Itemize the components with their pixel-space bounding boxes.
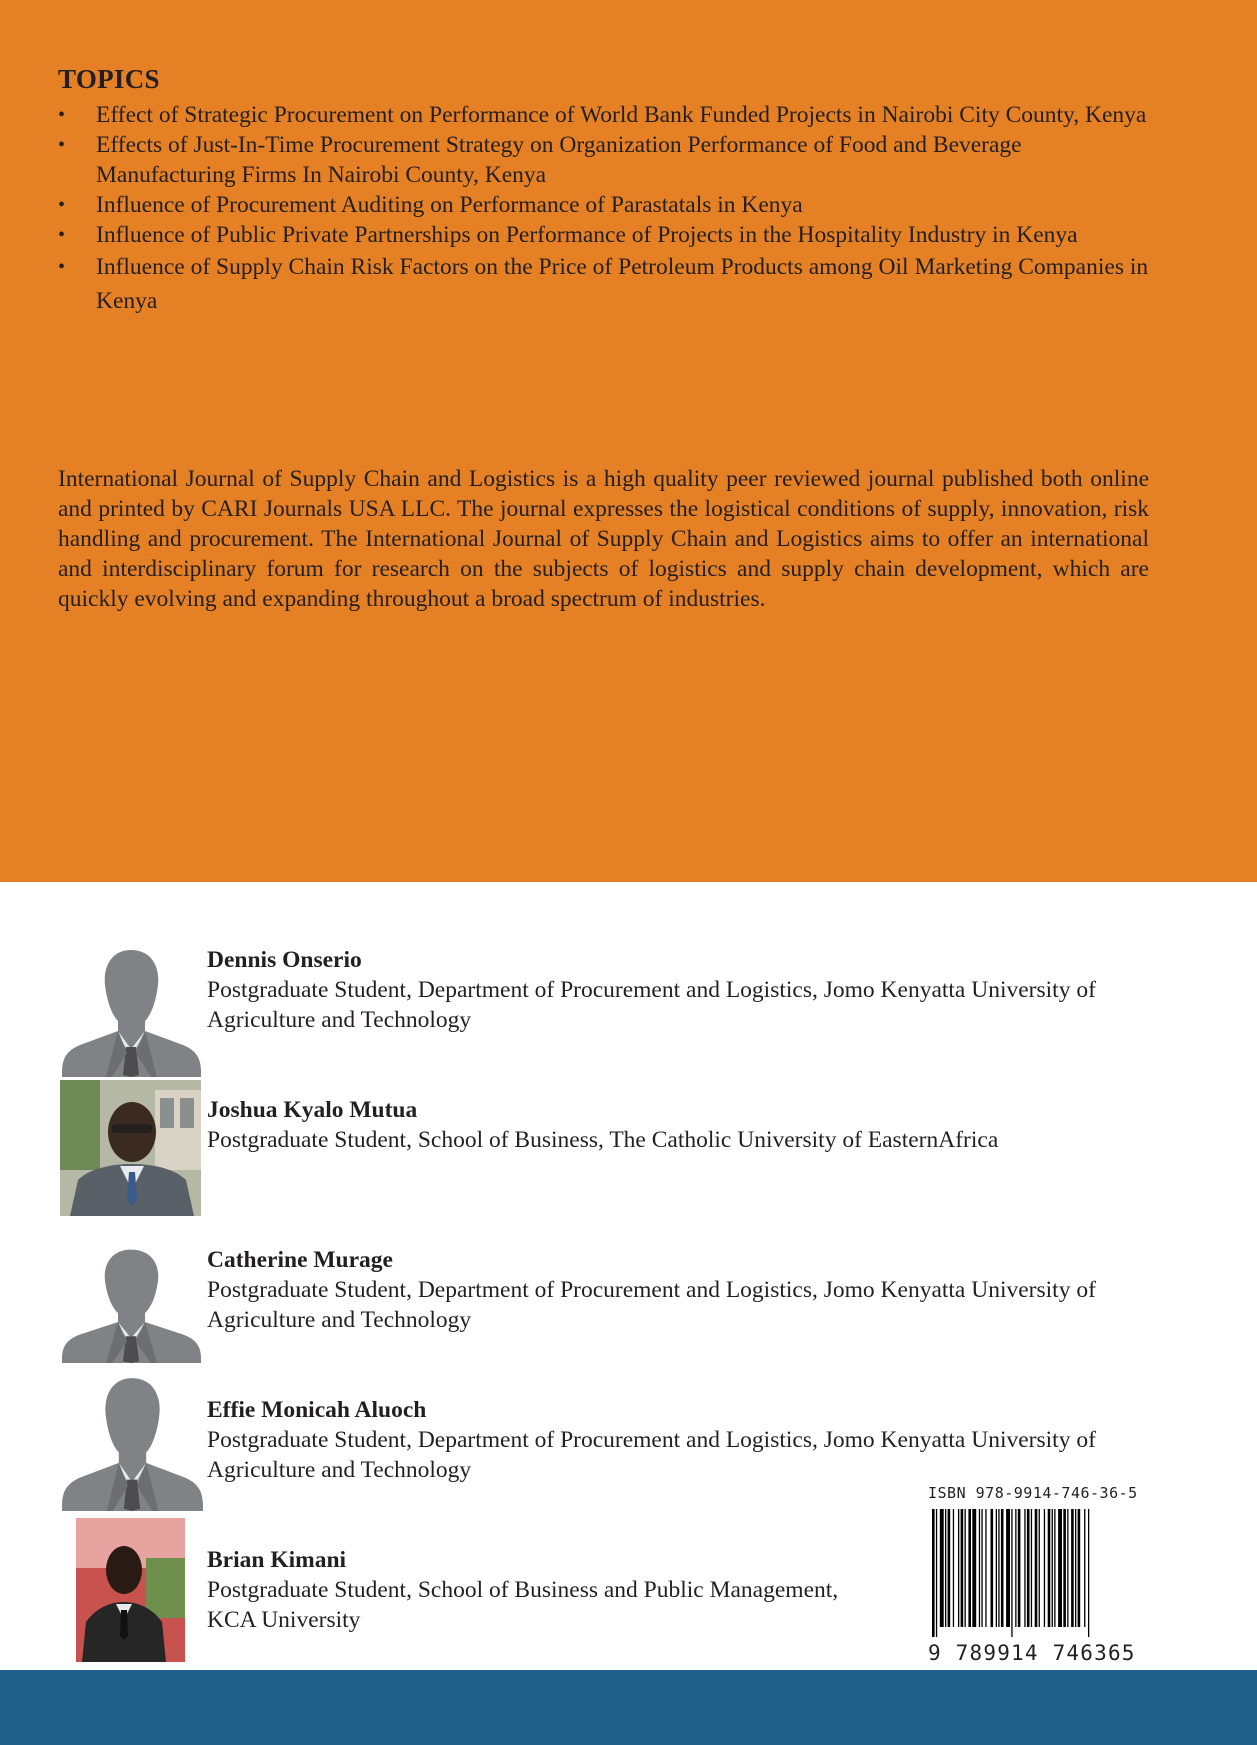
topic-item: • Effect of Strategic Procurement on Performance of World Bank Funded Projects in Nairobi City County, Kenya xyxy=(58,100,1158,130)
author-name: Dennis Onserio xyxy=(207,947,362,973)
barcode-bar xyxy=(945,1509,946,1627)
topic-item: • Effects of Just-In-Time Procurement Strategy on Organization Performance of Food and Beverage Manufacturing Firms In Nairobi County, Kenya xyxy=(58,130,1158,190)
barcode-bar xyxy=(940,1509,944,1627)
barcode-bar xyxy=(1006,1509,1010,1627)
barcode-bar xyxy=(1027,1509,1030,1627)
blue-footer-band xyxy=(0,1670,1257,1745)
barcode-bar xyxy=(958,1509,959,1627)
author-name: Effie Monicah Aluoch xyxy=(207,1397,427,1423)
topic-item: • Influence of Supply Chain Risk Factors on the Price of Petroleum Products among Oil Marketing Companies in Kenya xyxy=(58,250,1158,318)
author-info xyxy=(207,1095,998,1155)
author-name: Catherine Murage xyxy=(207,1247,393,1273)
author-affiliation: Postgraduate Student, School of Business and Public Management, xyxy=(207,1577,839,1603)
author-info xyxy=(207,1545,838,1635)
author-silhouette-icon xyxy=(60,1375,205,1511)
barcode-bar xyxy=(981,1509,982,1627)
barcode-bar xyxy=(968,1509,971,1627)
journal-description: International Journal of Supply Chain and Logistics is a high quality peer reviewed journal published both online and printed by CARI Journals USA LLC. The journal expresses the logistical conditions of supply, innovation, risk handling and procurement. The International Journal of Supply Chain and Logistics aims to offer an international and interdisciplinary forum for research on the subjects of logistics and supply chain development, which are quickly evolving and expanding throughout a broad spectrum of industries. xyxy=(58,466,1149,612)
barcode-bar xyxy=(1039,1509,1040,1627)
isbn-label: ISBN 978-9914-746-36-5 xyxy=(928,1484,1138,1502)
author-info xyxy=(207,1395,1167,1485)
barcode-bar xyxy=(1058,1509,1062,1627)
barcode-bar xyxy=(1084,1509,1085,1627)
barcode-bar xyxy=(1024,1509,1025,1627)
topics-list xyxy=(58,100,1158,318)
barcode-bar xyxy=(1018,1509,1021,1627)
barcode-bar xyxy=(979,1509,980,1627)
barcode-bar xyxy=(936,1509,937,1637)
barcode-bar xyxy=(1001,1509,1004,1627)
barcode-bar xyxy=(972,1509,976,1627)
barcode-bar xyxy=(948,1509,951,1627)
author-affiliation: Postgraduate Student, Department of Procurement and Logistics, Jomo Kenyatta University of Agriculture and Technology xyxy=(207,977,1096,1033)
barcode-digits: 9 789914 746365 xyxy=(928,1641,1136,1665)
author-affiliation: Postgraduate Student, School of Business, The Catholic University of EasternAfrica xyxy=(207,1127,999,1153)
author-silhouette-icon xyxy=(60,1247,203,1363)
author-name: Joshua Kyalo Mutua xyxy=(207,1097,418,1123)
barcode-bar xyxy=(1063,1509,1066,1627)
barcode-bar xyxy=(1067,1509,1068,1627)
barcode-bar xyxy=(1011,1509,1012,1637)
barcode-bar xyxy=(961,1509,964,1627)
barcode-bar xyxy=(1052,1509,1053,1627)
barcode-icon xyxy=(928,1509,1138,1637)
barcode-bar xyxy=(1054,1509,1055,1627)
barcode-bar xyxy=(1031,1509,1032,1627)
barcode-bar xyxy=(1015,1509,1016,1627)
author-info xyxy=(207,1245,1167,1335)
author-photo xyxy=(76,1518,185,1662)
author-affiliation: KCA University xyxy=(207,1607,361,1633)
barcode-bar xyxy=(998,1509,999,1627)
barcode-bar xyxy=(953,1509,954,1627)
author-photo xyxy=(60,1080,201,1216)
author-info xyxy=(207,945,1167,1035)
author-affiliation: Postgraduate Student, Department of Procurement and Logistics, Jomo Kenyatta University of Agriculture and Technology xyxy=(207,1427,1096,1483)
barcode-bar xyxy=(1088,1509,1089,1637)
barcode-bar xyxy=(965,1509,966,1627)
barcode-bar xyxy=(996,1509,997,1627)
topic-item: • Influence of Public Private Partnerships on Performance of Projects in the Hospitality Industry in Kenya xyxy=(58,220,1158,250)
author-name: Brian Kimani xyxy=(207,1547,347,1573)
barcode-bar xyxy=(932,1509,935,1637)
barcode-bar xyxy=(985,1509,986,1627)
barcode-bar xyxy=(1035,1509,1038,1627)
barcode-bar xyxy=(1075,1509,1076,1627)
barcode-bar xyxy=(991,1509,994,1627)
author-silhouette-icon xyxy=(60,947,203,1077)
topics-heading: TOPICS xyxy=(58,64,160,94)
barcode-bar xyxy=(1044,1509,1045,1627)
barcode-bar xyxy=(1078,1509,1081,1627)
author-affiliation: Postgraduate Student, Department of Procurement and Logistics, Jomo Kenyatta University of Agriculture and Technology xyxy=(207,1277,1096,1333)
barcode-bar xyxy=(1071,1509,1074,1627)
barcode-bar xyxy=(1048,1509,1051,1627)
topic-item: • Influence of Procurement Auditing on Performance of Parastatals in Kenya xyxy=(58,190,1158,220)
